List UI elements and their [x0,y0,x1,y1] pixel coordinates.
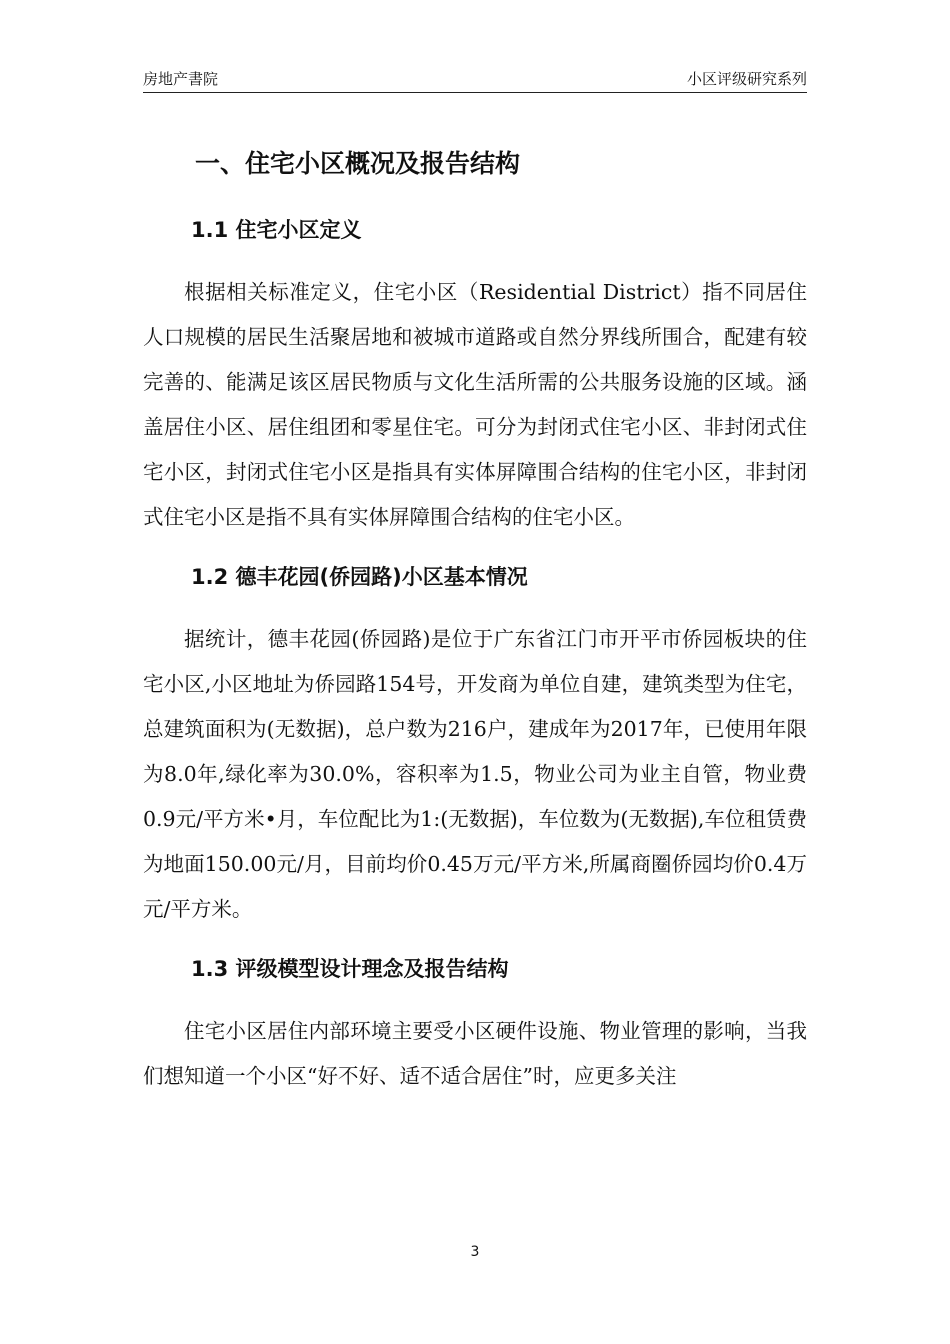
header-left-title: 房地产書院 [143,70,219,88]
section-heading-1-1: 1.1 住宅小区定义 [191,218,362,242]
header-right-title: 小区评级研究系列 [686,70,807,88]
page-number: 3 [470,1244,480,1260]
section-paragraph-1-2: 据统计，德丰花园(侨园路)是位于广东省江门市开平市侨园板块的住宅小区,小区地址为侨园路154号，开发商为单位自建，建筑类型为住宅，总建筑面积为(无数据)，总户数为216户，建成年为2017年，已使用年限为8.0年,绿化率为30.0%，容积率为1.5，物业公司为业主自管，物业费0.9元/平方米•月，车位配比为1:(无数据)，车位数为(无数据),车位租赁费为地面150.00元/月，目前均价0.45万元/平方米,所属商圈侨园均价0.4万元/平方米。 [143,627,807,921]
section-heading-1-3: 1.3 评级模型设计理念及报告结构 [191,957,509,981]
chapter-heading: 一、住宅小区概况及报告结构 [195,149,521,178]
section-paragraph-1-1: 根据相关标准定义，住宅小区（Residential District）指不同居住人口规模的居民生活聚居地和被城市道路或自然分界线所围合，配建有较完善的、能满足该区居民物质与文化生活所需的公共服务设施的区域。涵盖居住小区、居住组团和零星住宅。可分为封闭式住宅小区、非封闭式住宅小区，封闭式住宅小区是指具有实体屏障围合结构的住宅小区，非封闭式住宅小区是指不具有实体屏障围合结构的住宅小区。 [143,280,807,529]
section-heading-1-2: 1.2 德丰花园(侨园路)小区基本情况 [191,565,528,589]
section-paragraph-1-3: 住宅小区居住内部环境主要受小区硬件设施、物业管理的影响，当我们想知道一个小区“好不好、适不适合居住”时，应更多关注 [143,1019,807,1088]
document-body [143,140,807,1099]
page-header [143,64,807,93]
